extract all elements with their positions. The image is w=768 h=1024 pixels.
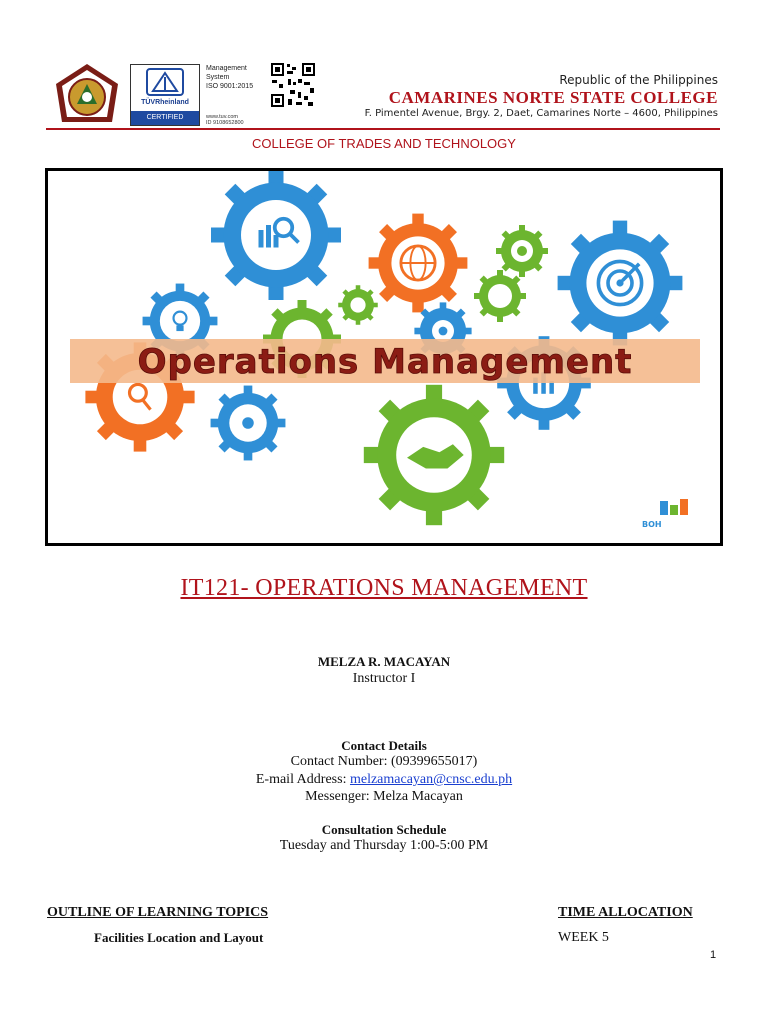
email-link[interactable]: melzamacayan@cnsc.edu.ph bbox=[349, 772, 513, 787]
consultation-schedule: Tuesday and Thursday 1:00-5:00 PM bbox=[279, 838, 489, 853]
consultation-heading: Consultation Schedule bbox=[321, 822, 447, 837]
contact-heading: Contact Details bbox=[341, 738, 427, 753]
contact-number: Contact Number: (09399655017) bbox=[290, 754, 478, 769]
green-gear-money-icon bbox=[474, 270, 526, 322]
management-system-id bbox=[206, 114, 244, 126]
ms-url: www.tuv.com bbox=[206, 114, 238, 120]
ms-line: System bbox=[206, 74, 230, 81]
department-name: COLLEGE OF TRADES AND TECHNOLOGY bbox=[252, 136, 516, 151]
blue-gear-people-icon bbox=[211, 386, 286, 461]
topic-item: Facilities Location and Layout bbox=[94, 930, 264, 945]
course-title: IT121- OPERATIONS MANAGEMENT bbox=[180, 575, 588, 601]
instructor-position: Instructor I bbox=[352, 671, 416, 686]
blue-gear-chart-icon bbox=[211, 171, 341, 300]
outline-heading: OUTLINE OF LEARNING TOPICS bbox=[47, 905, 269, 920]
ms-id: ID 9108652800 bbox=[206, 120, 244, 126]
svg-text:BOH: BOH bbox=[642, 520, 662, 529]
green-gear-handshake-icon bbox=[364, 385, 504, 525]
ms-line: Management bbox=[206, 65, 247, 72]
page-number: 1 bbox=[710, 949, 717, 961]
header-divider bbox=[46, 128, 720, 130]
republic-line: Republic of the Philippines bbox=[559, 73, 718, 87]
banner-title: Operations Management bbox=[137, 342, 633, 382]
tuv-certified-label: CERTIFIED bbox=[131, 111, 199, 125]
management-system-text bbox=[206, 64, 253, 91]
email-line bbox=[0, 772, 768, 788]
messenger-line: Messenger: Melza Macayan bbox=[305, 789, 463, 804]
instructor-name: MELZA R. MACAYAN bbox=[317, 654, 451, 669]
college-seal-logo bbox=[52, 62, 122, 132]
gears-illustration bbox=[48, 171, 720, 543]
ms-line: ISO 9001:2015 bbox=[206, 83, 254, 90]
tuv-certification-badge bbox=[130, 64, 200, 126]
boh-logo-icon bbox=[642, 499, 688, 529]
qr-code-icon bbox=[270, 62, 316, 108]
blue-gear-target-icon bbox=[558, 221, 683, 346]
topic-time: WEEK 5 bbox=[558, 930, 609, 945]
tuv-triangle-icon bbox=[131, 65, 199, 99]
tiny-green-gear-icon bbox=[338, 285, 378, 325]
college-address: F. Pimentel Avenue, Brgy. 2, Daet, Camarines Norte – 4600, Philippines bbox=[364, 108, 718, 119]
tuv-name: TÜVRheinland bbox=[141, 99, 189, 106]
orange-gear-globe-icon bbox=[369, 214, 468, 313]
small-green-gear-icon bbox=[496, 225, 548, 277]
operations-management-banner bbox=[45, 168, 723, 546]
email-label: E-mail Address: bbox=[255, 772, 350, 787]
college-name: CAMARINES NORTE STATE COLLEGE bbox=[388, 88, 718, 107]
time-allocation-heading: TIME ALLOCATION bbox=[558, 905, 693, 920]
